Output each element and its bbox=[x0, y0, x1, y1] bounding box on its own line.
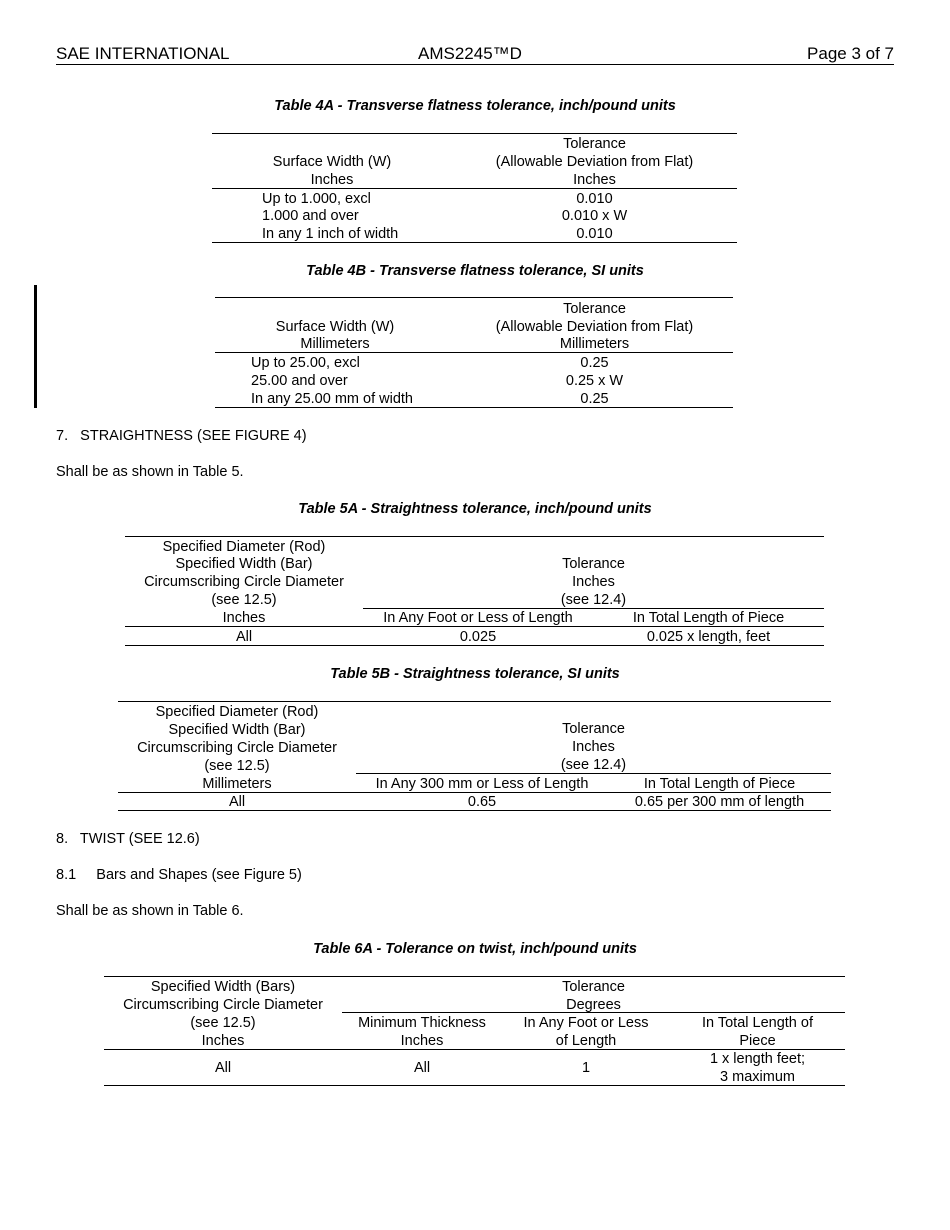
table-4b-head-right-1: Tolerance bbox=[563, 301, 626, 317]
table-4b-head-left-2: Millimeters bbox=[300, 336, 370, 352]
table-5a-sub-head-1: In Any Foot or Less of Length bbox=[383, 610, 573, 626]
table-4b-head-right-2: (Allowable Deviation from Flat) bbox=[495, 319, 694, 335]
table-6a-col4-head-2: Piece bbox=[739, 1033, 776, 1049]
table-6a-head-left-3: (see 12.5) bbox=[190, 1015, 256, 1031]
revision-change-bar bbox=[34, 285, 37, 408]
section-8-heading: 8. TWIST (SEE 12.6) bbox=[56, 831, 200, 847]
table-6a-head-left-1: Specified Width (Bars) bbox=[150, 979, 296, 995]
table-6a-head-left-2: Circumscribing Circle Diameter bbox=[123, 997, 323, 1013]
table-6a-col3-head-1: In Any Foot or Less bbox=[523, 1015, 649, 1031]
table-row: In any 25.00 mm of width bbox=[251, 391, 413, 407]
table-5a-head-tol-1: Tolerance bbox=[562, 556, 625, 572]
table-cell: 0.25 bbox=[580, 391, 609, 407]
table-6a-col3-head-2: of Length bbox=[555, 1033, 617, 1049]
table-4a-head-left-1: Surface Width (W) bbox=[272, 154, 392, 170]
table-4a-head-right-1: Tolerance bbox=[563, 136, 626, 152]
table-row: Up to 1.000, excl bbox=[262, 191, 371, 207]
table-row: 1.000 and over bbox=[262, 208, 359, 224]
table-cell: All bbox=[214, 1060, 232, 1076]
table-5b-sub-head-1: In Any 300 mm or Less of Length bbox=[375, 776, 589, 792]
table-6a-caption: Table 6A - Tolerance on twist, inch/pound units bbox=[313, 941, 637, 957]
table-5b-head-tol-1: Tolerance bbox=[562, 721, 625, 737]
table-row: Up to 25.00, excl bbox=[251, 355, 360, 371]
table-5a-head-left-5: Inches bbox=[222, 610, 266, 626]
table-5b-head-left-2: Specified Width (Bar) bbox=[168, 722, 306, 738]
section-7-text: Shall be as shown in Table 5. bbox=[56, 464, 244, 480]
table-4a-head-right-3: Inches bbox=[573, 172, 616, 188]
table-6a-col4-head-1: In Total Length of bbox=[702, 1015, 813, 1031]
table-row: 25.00 and over bbox=[251, 373, 348, 389]
table-5b-sub-head-2: In Total Length of Piece bbox=[643, 776, 796, 792]
table-6a-head-tol-1: Tolerance bbox=[562, 979, 625, 995]
table-cell: 1 bbox=[581, 1060, 591, 1076]
table-5a-head-tol-3: (see 12.4) bbox=[560, 592, 627, 608]
table-row: In any 1 inch of width bbox=[262, 226, 399, 242]
table-4a-caption: Table 4A - Transverse flatness tolerance, inch/pound units bbox=[274, 98, 676, 114]
table-cell: 0.010 x W bbox=[561, 208, 628, 224]
table-5b-head-left-5: Millimeters bbox=[202, 776, 272, 792]
table-5b-caption: Table 5B - Straightness tolerance, SI units bbox=[330, 666, 620, 682]
header-org: SAE INTERNATIONAL bbox=[56, 44, 230, 63]
table-5a-head-left-4: (see 12.5) bbox=[211, 592, 277, 608]
table-6a-head-tol-2: Degrees bbox=[566, 997, 621, 1013]
table-cell: All bbox=[228, 794, 246, 810]
table-cell: 0.025 x length, feet bbox=[646, 629, 771, 645]
table-6a-col2-head-2: Inches bbox=[400, 1033, 444, 1049]
table-cell: 1 x length feet; bbox=[709, 1051, 806, 1067]
table-6a-head-left-4: Inches bbox=[201, 1033, 245, 1049]
section-8-text: Shall be as shown in Table 6. bbox=[56, 903, 244, 919]
table-5b-head-left-4: (see 12.5) bbox=[204, 758, 270, 774]
header-doc-number: AMS2245™D bbox=[418, 44, 522, 63]
table-5a-caption: Table 5A - Straightness tolerance, inch/pound units bbox=[298, 501, 652, 517]
table-cell: All bbox=[235, 629, 253, 645]
table-4b-head-right-3: Millimeters bbox=[559, 336, 630, 352]
table-4b-head-left-1: Surface Width (W) bbox=[275, 319, 395, 335]
table-5b-head-tol-2: Inches bbox=[572, 739, 615, 755]
table-cell: 0.025 bbox=[459, 629, 497, 645]
table-6a-col2-head-1: Minimum Thickness bbox=[358, 1015, 486, 1031]
table-5a-head-left-1: Specified Diameter (Rod) bbox=[162, 539, 326, 555]
table-cell: 0.010 bbox=[576, 226, 613, 242]
table-cell: 0.25 x W bbox=[565, 373, 624, 389]
table-5a-head-left-3: Circumscribing Circle Diameter bbox=[144, 574, 344, 590]
page-header bbox=[56, 44, 894, 65]
section-8-1-heading: 8.1 Bars and Shapes (see Figure 5) bbox=[56, 867, 302, 883]
table-4a-head-right-2: (Allowable Deviation from Flat) bbox=[495, 154, 694, 170]
header-page-number: Page 3 of 7 bbox=[807, 44, 894, 63]
table-5a-head-left-2: Specified Width (Bar) bbox=[175, 556, 313, 572]
table-cell: All bbox=[413, 1060, 431, 1076]
table-5b-head-tol-3: (see 12.4) bbox=[560, 757, 627, 773]
table-cell: 0.65 per 300 mm of length bbox=[634, 794, 805, 810]
table-cell: 0.010 bbox=[576, 191, 613, 207]
section-7-heading: 7. STRAIGHTNESS (SEE FIGURE 4) bbox=[56, 428, 307, 444]
table-4a-head-left-2: Inches bbox=[310, 172, 354, 188]
table-5a-head-tol-2: Inches bbox=[572, 574, 615, 590]
table-4b-caption: Table 4B - Transverse flatness tolerance, SI units bbox=[306, 263, 644, 279]
table-5b-head-left-3: Circumscribing Circle Diameter bbox=[137, 740, 337, 756]
table-cell: 0.25 bbox=[580, 355, 609, 371]
table-cell: 0.65 bbox=[467, 794, 497, 810]
table-cell: 3 maximum bbox=[720, 1069, 795, 1085]
table-5b-head-left-1: Specified Diameter (Rod) bbox=[155, 704, 319, 720]
table-5a-sub-head-2: In Total Length of Piece bbox=[632, 610, 785, 626]
